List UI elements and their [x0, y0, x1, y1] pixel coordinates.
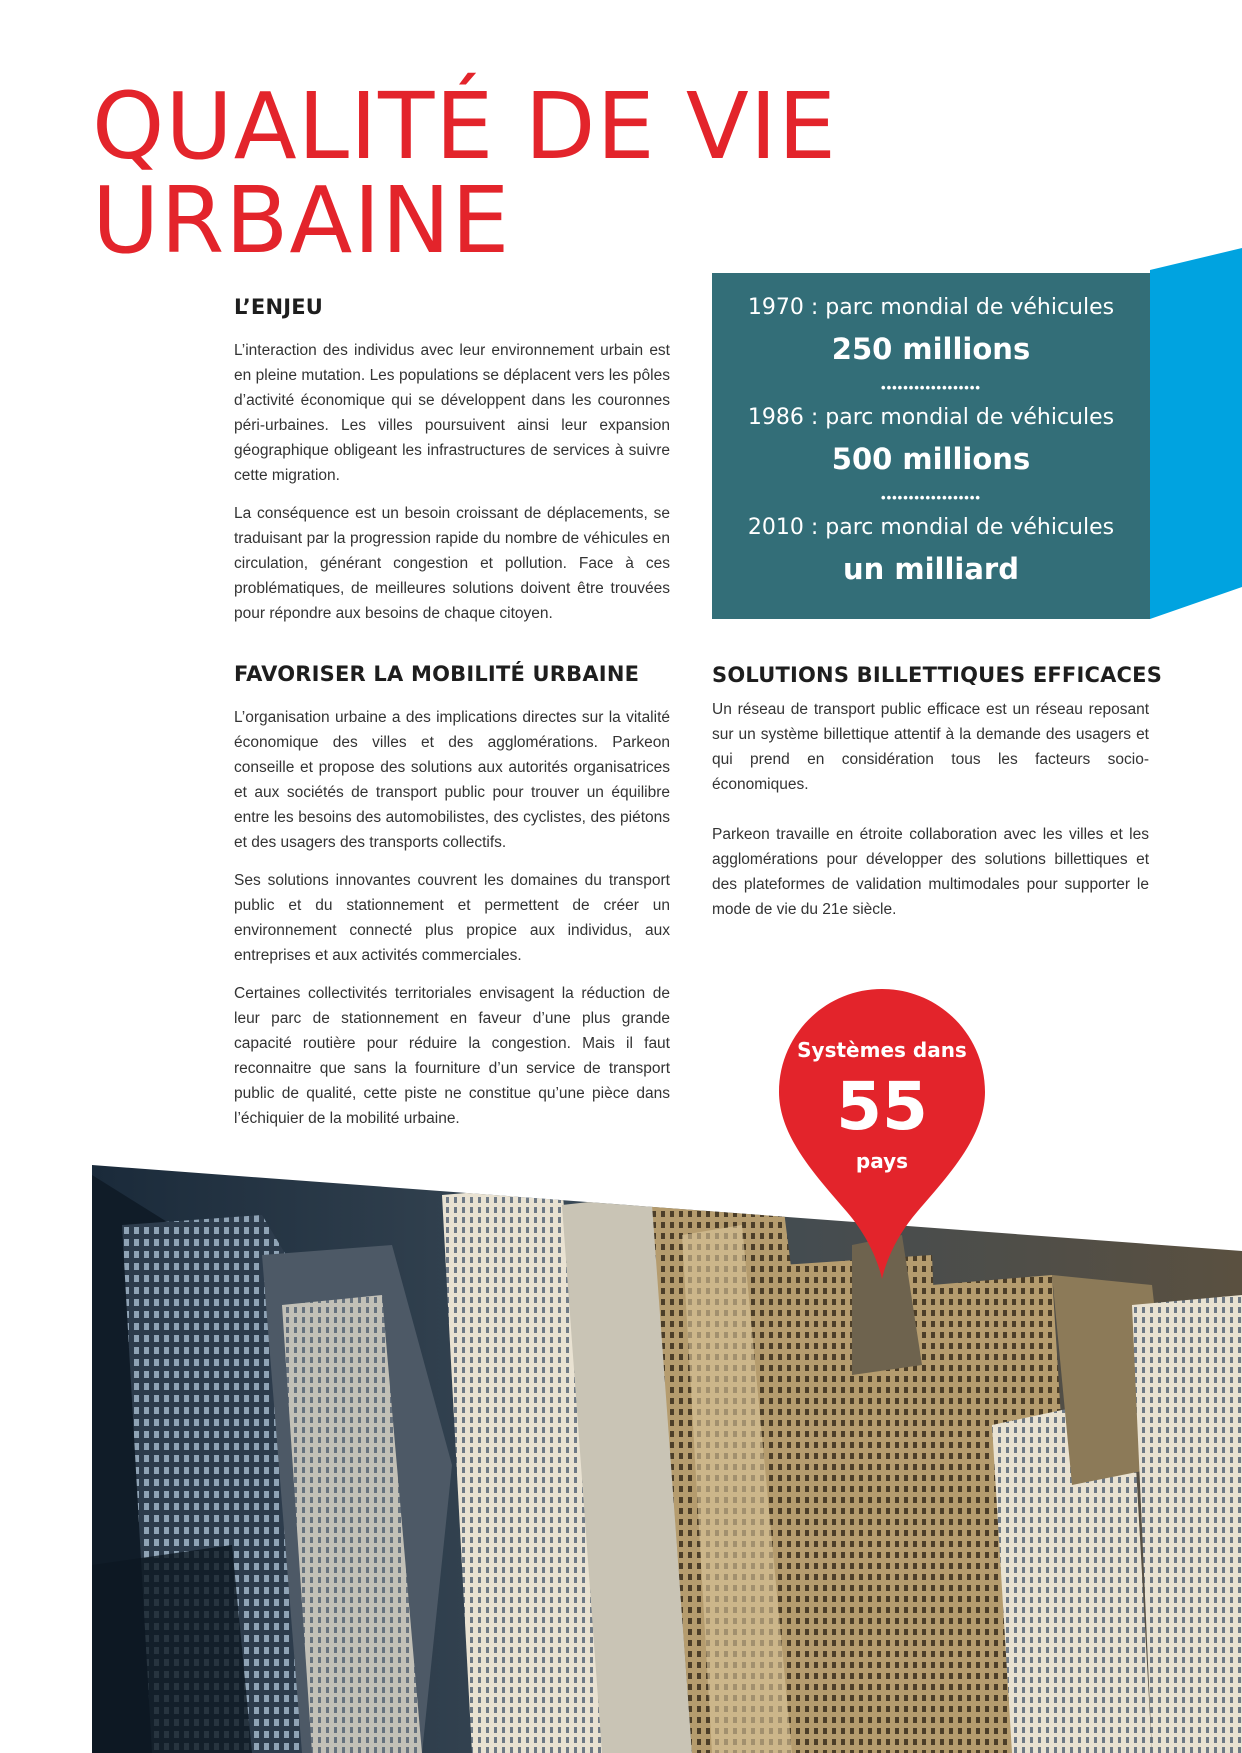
stat-separator: ••••••••••••••••••	[881, 490, 981, 505]
pin-text-bottom: pays	[855, 1149, 909, 1173]
stat-label-1986: 1986 : parc mondial de véhicules	[747, 405, 1115, 430]
title-line-1: QUALITÉ DE VIE	[92, 73, 838, 180]
page-title	[92, 73, 838, 274]
billettique-paragraph-1: Un réseau de transport public efficace est un réseau reposant sur un système billettique attentif à la demande des usagers et qui prend en considération tous les facteurs socio-économiques.	[712, 701, 1149, 793]
billettique-heading: SOLUTIONS BILLETTIQUES EFFICACES	[712, 663, 1163, 687]
mobilite-paragraph-3: Certaines collectivités territoriales envisagent la réduction de leur parc de stationnement en faveur d’une plus grande capacité routière pour réduire la congestion. Mais il faut reconnaitre que sans la fourniture d’un service de transport public de qualité, cette piste ne constitue qu’une pièce dans l’échiquier de la mobilité urbaine.	[234, 985, 670, 1127]
enjeu-paragraph-1: L’interaction des individus avec leur environnement urbain est en pleine mutation. Les populations se déplacent vers les pôles d’activité économique qui se développent dans les couronnes péri-urbaines. Les villes poursuivent ainsi leur expansion géographique obligeant les infrastructures de services à suivre cette migration.	[234, 342, 670, 484]
stat-label-1970: 1970 : parc mondial de véhicules	[747, 295, 1115, 320]
vehicle-stats-box	[712, 273, 1150, 619]
pin-number: 55	[836, 1068, 928, 1145]
pin-text-top: Systèmes dans	[797, 1038, 967, 1062]
billettique-paragraph-2: Parkeon travaille en étroite collaboration avec les villes et les agglomérations pour développer des solutions billettiques et des plateformes de validation multimodales pour supporter le mode de vie du 21e siècle.	[712, 826, 1149, 918]
stat-value-1986: 500 millions	[831, 442, 1031, 476]
mobilite-paragraph-2: Ses solutions innovantes couvrent les domaines du transport public et du stationnement et permettent de créer un environnement connecté plus propice aux individus, aux entreprises et aux activités commerciales.	[234, 872, 670, 964]
title-line-2: URBAINE	[92, 167, 511, 274]
enjeu-heading: L’ENJEU	[234, 295, 324, 319]
mobilite-paragraph-1: L’organisation urbaine a des implications directes sur la vitalité économique des villes et des agglomérations. Parkeon conseille et propose des solutions aux autorités organisatrices et aux sociétés de transport public pour trouver un équilibre entre les besoins des automobilistes, des cyclistes, des piétons et des usagers des transports collectifs.	[234, 709, 670, 851]
mobilite-heading: FAVORISER LA MOBILITÉ URBAINE	[234, 662, 640, 686]
stat-label-2010: 2010 : parc mondial de véhicules	[747, 515, 1115, 540]
blue-accent-shape	[1150, 248, 1242, 620]
city-skyline-photo	[92, 1165, 1242, 1753]
stat-value-1970: 250 millions	[831, 332, 1031, 366]
stat-value-2010: un milliard	[843, 552, 1019, 586]
stat-separator: ••••••••••••••••••	[881, 380, 981, 395]
enjeu-paragraph-2: La conséquence est un besoin croissant de déplacements, se traduisant par la progression rapide du nombre de véhicules en circulation, générant congestion et pollution. Face à ces problématiques, de meilleures solutions doivent être trouvées pour répondre aux besoins de chaque citoyen.	[234, 505, 670, 622]
